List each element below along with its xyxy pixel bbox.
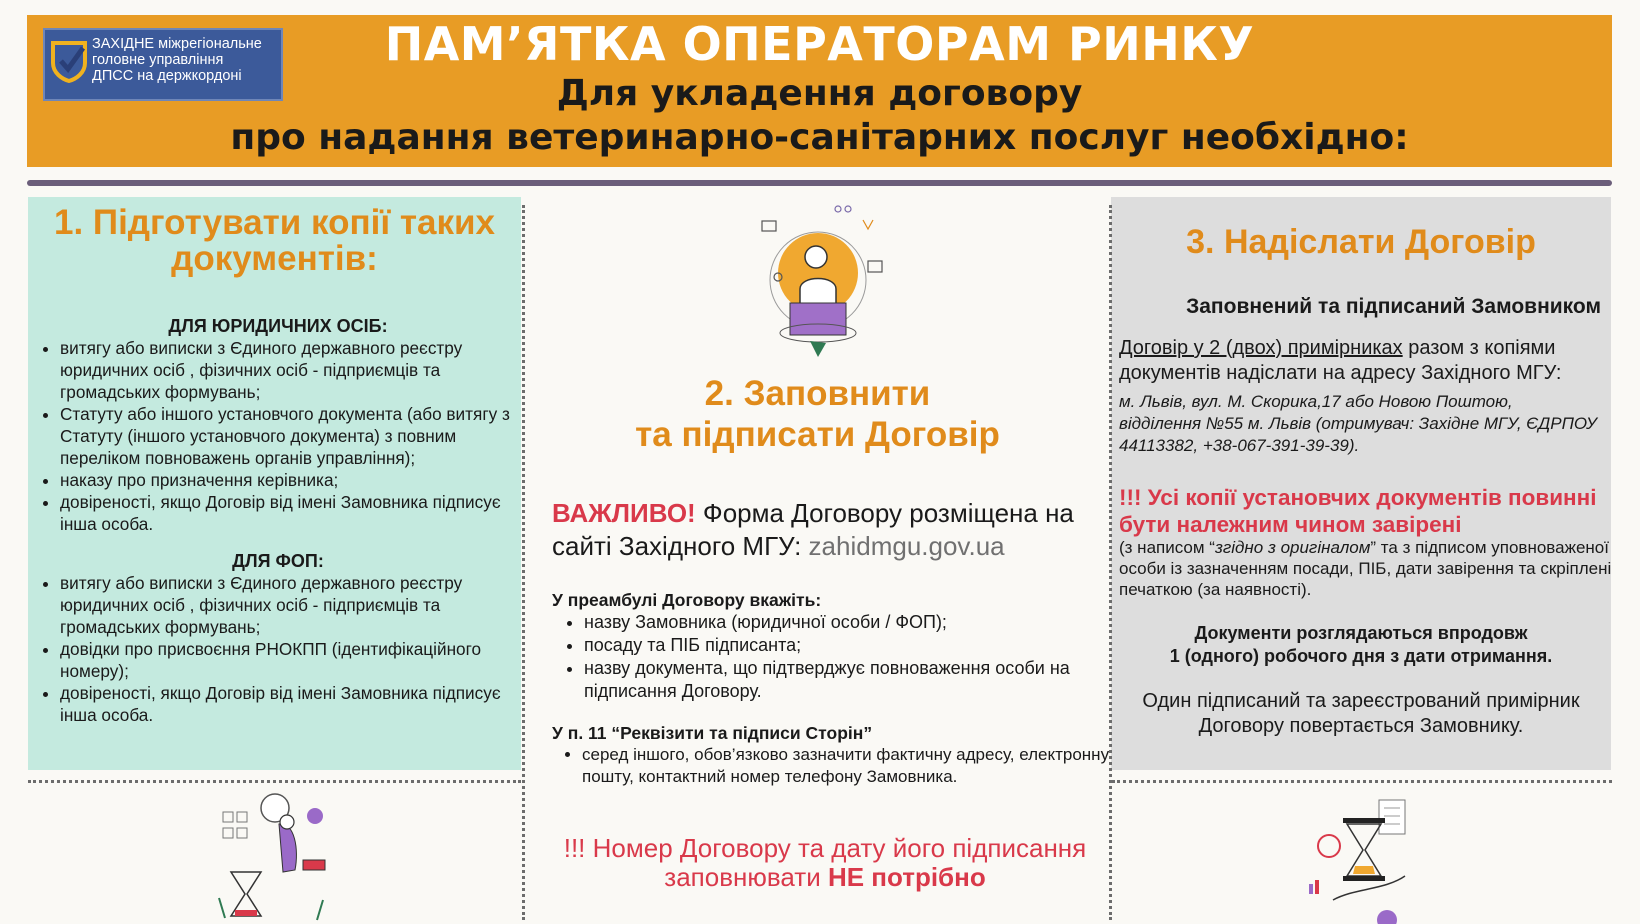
list-item: • посаду та ПІБ підписанта; bbox=[584, 634, 1112, 657]
section-divider-right bbox=[1112, 780, 1612, 783]
list-item: • довіреності, якщо Договір від імені Замовника підписує інша особа. bbox=[60, 491, 528, 535]
step3-panel bbox=[1111, 197, 1611, 770]
fop-heading: ДЛЯ ФОП: bbox=[232, 551, 324, 571]
number-date-note: !!! Номер Договору та дату його підписання заповнювати НЕ потрібно bbox=[563, 833, 1087, 892]
header-divider bbox=[27, 180, 1612, 186]
certification-note: (з написом “згідно з оригіналом” та з підписом уповноваженої особи із зазначенням посади, ПІБ, дати завірення та скріплені печаткою (за наявності). bbox=[1119, 538, 1612, 599]
postal-address: м. Львів, вул. М. Скорика,17 або Новою Поштою, відділення №55 м. Львів (отримувач: Західне МГУ, ЄДРПОУ 44113382, +38-067-391-39-39). bbox=[1119, 392, 1597, 455]
list-item: • наказу про призначення керівника; bbox=[60, 469, 528, 491]
list-item: • витягу або виписки з Єдиного державного реєстру юридичних осіб , фізичних осіб - підприємців та громадських формувань; bbox=[60, 572, 528, 638]
contract-copies-text: Договір у 2 (двох) примірниках bbox=[1119, 337, 1403, 359]
legal-entities-section bbox=[28, 316, 528, 535]
requisites-section bbox=[552, 723, 1112, 788]
logo-text: ЗАХІДНЕ міжрегіональне головне управління ДПСС на держкордоні bbox=[92, 36, 262, 84]
list-item: • назву документа, що підтверджує повноваження особи на підписання Договору. bbox=[584, 657, 1112, 703]
requisites-heading: У п. 11 “Реквізити та підписи Сторін” bbox=[552, 723, 873, 743]
step2-title: 2. Заповнити та підписати Договір bbox=[635, 374, 1000, 454]
list-item: • назву Замовника (юридичної особи / ФОП); bbox=[584, 611, 1112, 634]
important-label: ВАЖЛИВО! bbox=[552, 498, 696, 528]
fop-section bbox=[28, 551, 528, 726]
section-divider-left bbox=[28, 780, 521, 783]
list-item: • довіреності, якщо Договір від імені Замовника підписує інша особа. bbox=[60, 682, 528, 726]
column-divider-left bbox=[522, 205, 525, 920]
list-item: • довідки про присвоєння РНОКПП (ідентифікаційного номеру); bbox=[60, 638, 528, 682]
preamble-heading: У преамбулі Договору вкажіть: bbox=[552, 590, 822, 610]
page-subtitle-line2: про надання ветеринарно-санітарних послуг необхідно: bbox=[230, 117, 1409, 158]
fop-list bbox=[28, 572, 528, 726]
list-item: • Статуту або іншого установчого документа (або витягу з Статуту (іншого установчого документа) з повним переліком повноважень органів управління); bbox=[60, 403, 528, 469]
important-notice: ВАЖЛИВО! Форма Договору розміщена на сайті Західного МГУ: zahidmgu.gov.ua bbox=[552, 498, 1074, 561]
legal-entities-heading: ДЛЯ ЮРИДИЧНИХ ОСІБ: bbox=[168, 316, 388, 336]
list-item: • витягу або виписки з Єдиного державного реєстру юридичних осіб , фізичних осіб - підприємців та громадських формувань; bbox=[60, 337, 528, 403]
step3-subtitle: Заповнений та підписаний Замовником bbox=[1186, 295, 1601, 318]
review-deadline: Документи розглядаються впродовж 1 (одного) робочого дня з дати отримання. bbox=[1169, 623, 1553, 666]
page-title: ПАМ’ЯТКА ОПЕРАТОРАМ РИНКУ bbox=[384, 17, 1255, 71]
documents-hourglass-illustration bbox=[215, 790, 340, 924]
preamble-list bbox=[552, 611, 1112, 703]
step3-title: 3. Надіслати Договір bbox=[1186, 223, 1536, 261]
step1-title: 1. Підготувати копії таких документів: bbox=[54, 203, 495, 278]
return-note: Один підписаний та зареєстрований примірник Договору повертається Замовнику. bbox=[1142, 690, 1580, 737]
preamble-section bbox=[552, 590, 1112, 703]
person-with-laptop-illustration bbox=[748, 205, 888, 375]
send-instructions: Договір у 2 (двох) примірниках разом з копіями документів надіслати на адресу Західного МГУ: bbox=[1119, 337, 1562, 384]
site-link[interactable]: zahidmgu.gov.ua bbox=[808, 531, 1005, 561]
legal-entities-list bbox=[28, 337, 528, 535]
certification-warning: !!! Усі копії установчих документів повинні бути належним чином завірені bbox=[1119, 485, 1597, 537]
list-item: • серед іншого, обов’язково зазначити фактичну адресу, електронну пошту, контактний номер телефону Замовника. bbox=[582, 744, 1112, 788]
requisites-list bbox=[552, 744, 1112, 788]
clock-checklist-illustration bbox=[1305, 796, 1415, 924]
step1-panel bbox=[28, 197, 521, 770]
header-banner bbox=[27, 15, 1612, 167]
page-subtitle-line1: Для укладення договору bbox=[556, 73, 1083, 114]
